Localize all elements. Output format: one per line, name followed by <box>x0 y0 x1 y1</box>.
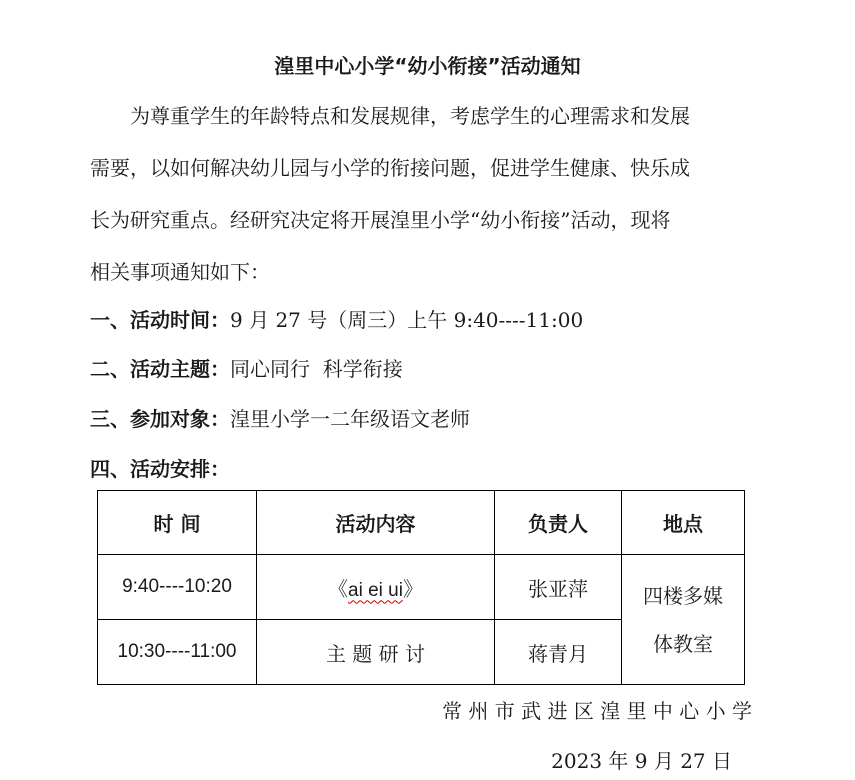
section-time-label: 一、活动时间： <box>90 308 230 332</box>
intro-line: 相关事项通知如下： <box>90 260 270 284</box>
location-line: 四楼多媒 <box>643 583 723 608</box>
section-time <box>90 304 583 333</box>
location-line: 体教室 <box>653 631 713 656</box>
section-audience-label: 三、参加对象： <box>90 407 230 431</box>
schedule-table <box>97 490 745 685</box>
section-schedule-label: 四、活动安排： <box>90 457 230 481</box>
signature-org: 常 州 市 武 进 区 湟 里 中 心 小 学 <box>442 699 752 723</box>
table-header-row <box>98 491 745 555</box>
header-content: 活动内容 <box>257 491 495 555</box>
bracket-open: 《 <box>328 576 349 601</box>
row-time: 10:30----11:00 <box>98 620 257 685</box>
section-theme-label: 二、活动主题： <box>90 357 230 381</box>
section-theme <box>90 353 403 382</box>
header-time: 时 间 <box>98 491 257 555</box>
signature-date: 2023 年 9 月 27 日 <box>551 749 732 773</box>
row-person: 张亚萍 <box>495 555 622 620</box>
row-content <box>257 555 495 620</box>
intro-line: 长为研究重点。经研究决定将开展湟里小学“幼小衔接”活动，现将 <box>90 208 671 232</box>
header-person: 负责人 <box>495 491 622 555</box>
section-theme-value: 同心同行 科学衔接 <box>230 357 403 381</box>
section-schedule <box>90 453 230 482</box>
row-content: 主 题 研 讨 <box>257 620 495 685</box>
row-time: 9:40----10:20 <box>98 555 257 620</box>
bracket-close: 》 <box>402 576 423 601</box>
intro-line: 需要，以如何解决幼儿园与小学的衔接问题，促进学生健康、快乐成 <box>90 156 690 180</box>
intro-line: 为尊重学生的年龄特点和发展规律，考虑学生的心理需求和发展 <box>130 104 690 128</box>
section-audience-value: 湟里小学一二年级语文老师 <box>230 407 470 431</box>
table-row <box>98 555 745 620</box>
row-person: 蒋青月 <box>495 620 622 685</box>
notice-title: 湟里中心小学“幼小衔接”活动通知 <box>274 54 581 78</box>
header-location: 地点 <box>622 491 745 555</box>
section-audience <box>90 403 470 432</box>
location-cell <box>622 555 745 685</box>
lesson-title: ai ei ui <box>348 579 403 601</box>
section-time-value: 9 月 27 号（周三）上午 9:40----11:00 <box>230 308 584 332</box>
